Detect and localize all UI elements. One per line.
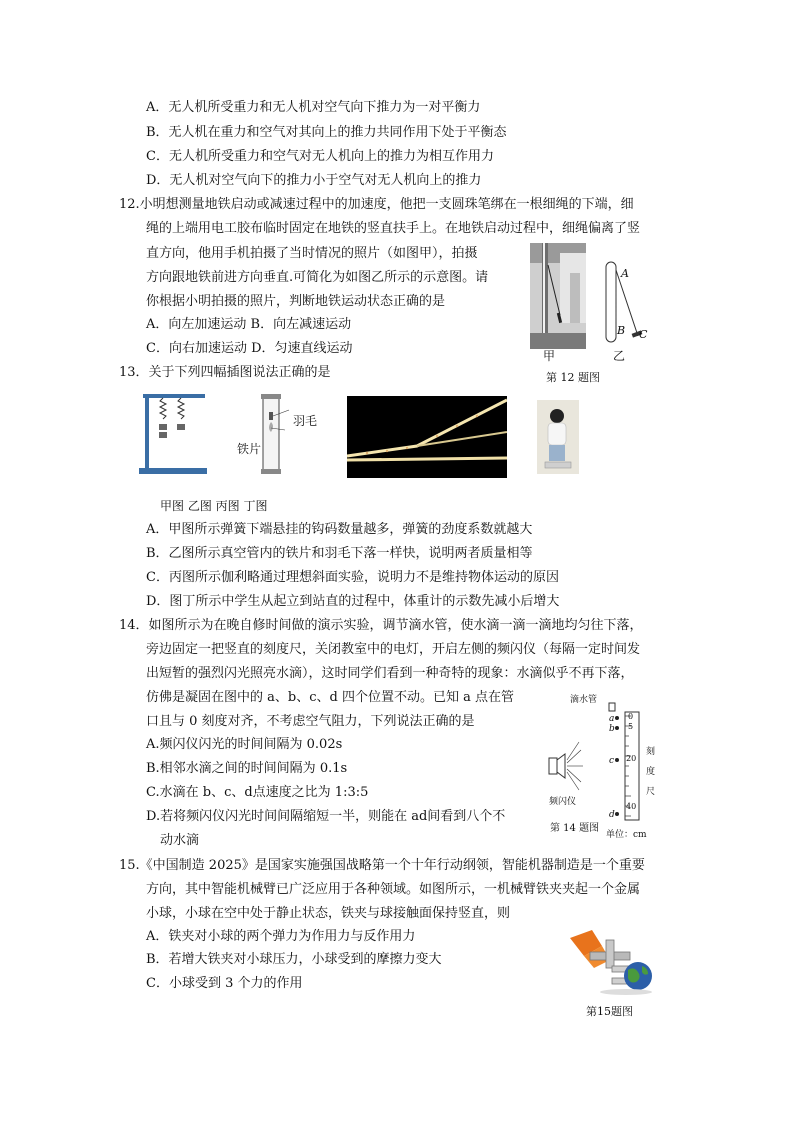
q12-stem-line1: 12.小明想测量地铁启动或减速过程中的加速度，他把一支圆珠笔绑在一根细绳的下端，细	[119, 197, 634, 212]
q14-stem-line1: 14．如图所示为在晚自修时间做的演示实验，调节滴水管，使水滴一滴一滴地均匀往下落，	[119, 618, 643, 633]
q14-stem-line2: 旁边固定一把竖直的刻度尺，关闭教室中的电灯，开启左侧的频闪仪（每隔一定时间发	[146, 642, 641, 657]
q13-option-a: A．甲图所示弹簧下端悬挂的钩码数量越多，弹簧的劲度系数就越大	[146, 522, 533, 537]
q14-label-unit: 单位：cm	[606, 830, 647, 840]
q12-stem-line4: 方向跟地铁前进方向垂直.可简化为如图乙所示的示意图。请	[146, 270, 489, 285]
q15-option-a: A．铁夹对小球的两个弹力为作用力与反作用力	[146, 929, 416, 944]
q12-photo-jia	[530, 243, 586, 349]
q14-drop-d: d	[609, 810, 615, 820]
q13-figure-jia	[139, 390, 209, 476]
q13-stem: 13．关于下列四幅插图说法正确的是	[119, 365, 331, 380]
q15-figure-robot-arm	[566, 926, 658, 996]
q12-label-yi: 乙	[613, 349, 626, 363]
q12-figure-caption: 第 12 题图	[546, 371, 600, 384]
q14-label-ruler: 刻度尺	[646, 747, 656, 797]
q14-stem-line3: 出短暂的强烈闪光照亮水滴），这时同学们看到一种奇特的现象：水滴似乎不再下落，	[146, 666, 634, 681]
q11-option-c: C．无人机所受重力和空气对无人机向上的推力为相互作用力	[146, 149, 494, 164]
q14-label-flash: 频闪仪	[549, 797, 577, 807]
q14-option-b: B.相邻水滴之间的时间间隔为 0.1s	[146, 761, 348, 776]
q13-figure-ding	[537, 400, 579, 474]
q14-tick-0: 0	[628, 712, 634, 721]
q14-option-d-line2: 动水滴	[160, 833, 200, 848]
q13-figure-yi	[255, 392, 295, 476]
q12-stem-line5: 你根据小明拍摄的照片，判断地铁运动状态正确的是	[146, 294, 446, 309]
q14-drop-b: b	[609, 724, 615, 734]
q14-option-a: A.频闪仪闪光的时间间隔为 0.02s	[146, 737, 343, 752]
q12-stem-line3: 直方向，他用手机拍摄了当时情况的照片（如图甲），拍摄	[146, 246, 478, 261]
q14-option-d-line1: D.若将频闪仪闪光时间间隔缩短一半，则能在 ad间看到八个不	[146, 809, 506, 824]
q14-figure-caption: 第 14 题图	[550, 823, 600, 834]
q15-stem-line2: 方向，其中智能机械臂已广泛应用于各种领域。如图所示，一机械臂铁夹夹起一个金属	[146, 882, 641, 897]
q14-figure	[545, 690, 685, 840]
q12-stem-line2: 绳的上端用电工胶布临时固定在地铁的竖直扶手上。在地铁启动过程中，细绳偏离了竖	[146, 221, 641, 236]
q12-point-c: C	[639, 328, 648, 341]
q12-options-ab: A．向左加速运动 B．向左减速运动	[146, 317, 352, 332]
q11-option-d: D．无人机对空气向下的推力小于空气对无人机向上的推力	[146, 173, 482, 188]
q12-point-a: A	[621, 267, 629, 280]
q13-option-d: D．图丁所示中学生从起立到站直的过程中，体重计的示数先减小后增大	[146, 594, 560, 609]
q14-option-c: C.水滴在 b、c、d点速度之比为 1:3:5	[146, 785, 369, 800]
q14-label-tube: 滴水管	[570, 695, 598, 705]
q14-drop-a: a	[609, 714, 615, 724]
q11-option-b: B．无人机在重力和空气对其向上的推力共同作用下处于平衡态	[146, 125, 507, 140]
q14-stem-line4: 仿佛是凝固在图中的 a、b、c、d 四个位置不动。已知 a 点在管	[146, 690, 514, 705]
q14-stem-line5: 口且与 0 刻度对齐，不考虑空气阻力，下列说法正确的是	[146, 714, 475, 729]
q13-label-feather: 羽毛	[293, 414, 318, 428]
q14-drop-c: c	[609, 756, 615, 766]
q13-label-iron: 铁片	[237, 442, 262, 456]
q13-option-c: C．丙图所示伽利略通过理想斜面实验，说明力不是维持物体运动的原因	[146, 570, 559, 585]
q14-tick-5: 5	[628, 722, 634, 731]
q15-stem-line1: 15.《中国制造 2025》是国家实施强国战略第一个十年行动纲领，智能机器制造是一个重要	[119, 858, 645, 873]
q15-option-b: B．若增大铁夹对小球压力，小球受到的摩擦力变大	[146, 952, 442, 967]
q11-option-a: A．无人机所受重力和无人机对空气向下推力为一对平衡力	[146, 100, 481, 115]
q15-option-c: C．小球受到 3 个力的作用	[146, 976, 303, 991]
q13-figure-labels: 甲图 乙图 丙图 丁图	[160, 499, 268, 513]
q13-figure-bing	[347, 396, 507, 478]
q14-tick-20: 20	[626, 754, 637, 763]
q12-label-jia: 甲	[543, 349, 556, 363]
q15-stem-line3: 小球，小球在空中处于静止状态，铁夹与球接触面保持竖直，则	[146, 906, 511, 921]
q12-point-b: B	[617, 324, 626, 337]
q15-figure-caption: 第15题图	[586, 1005, 633, 1018]
q14-tick-40: 40	[626, 802, 637, 811]
q12-options-cd: C．向右加速运动 D．匀速直线运动	[146, 341, 353, 356]
q13-option-b: B．乙图所示真空管内的铁片和羽毛下落一样快，说明两者质量相等	[146, 546, 533, 561]
